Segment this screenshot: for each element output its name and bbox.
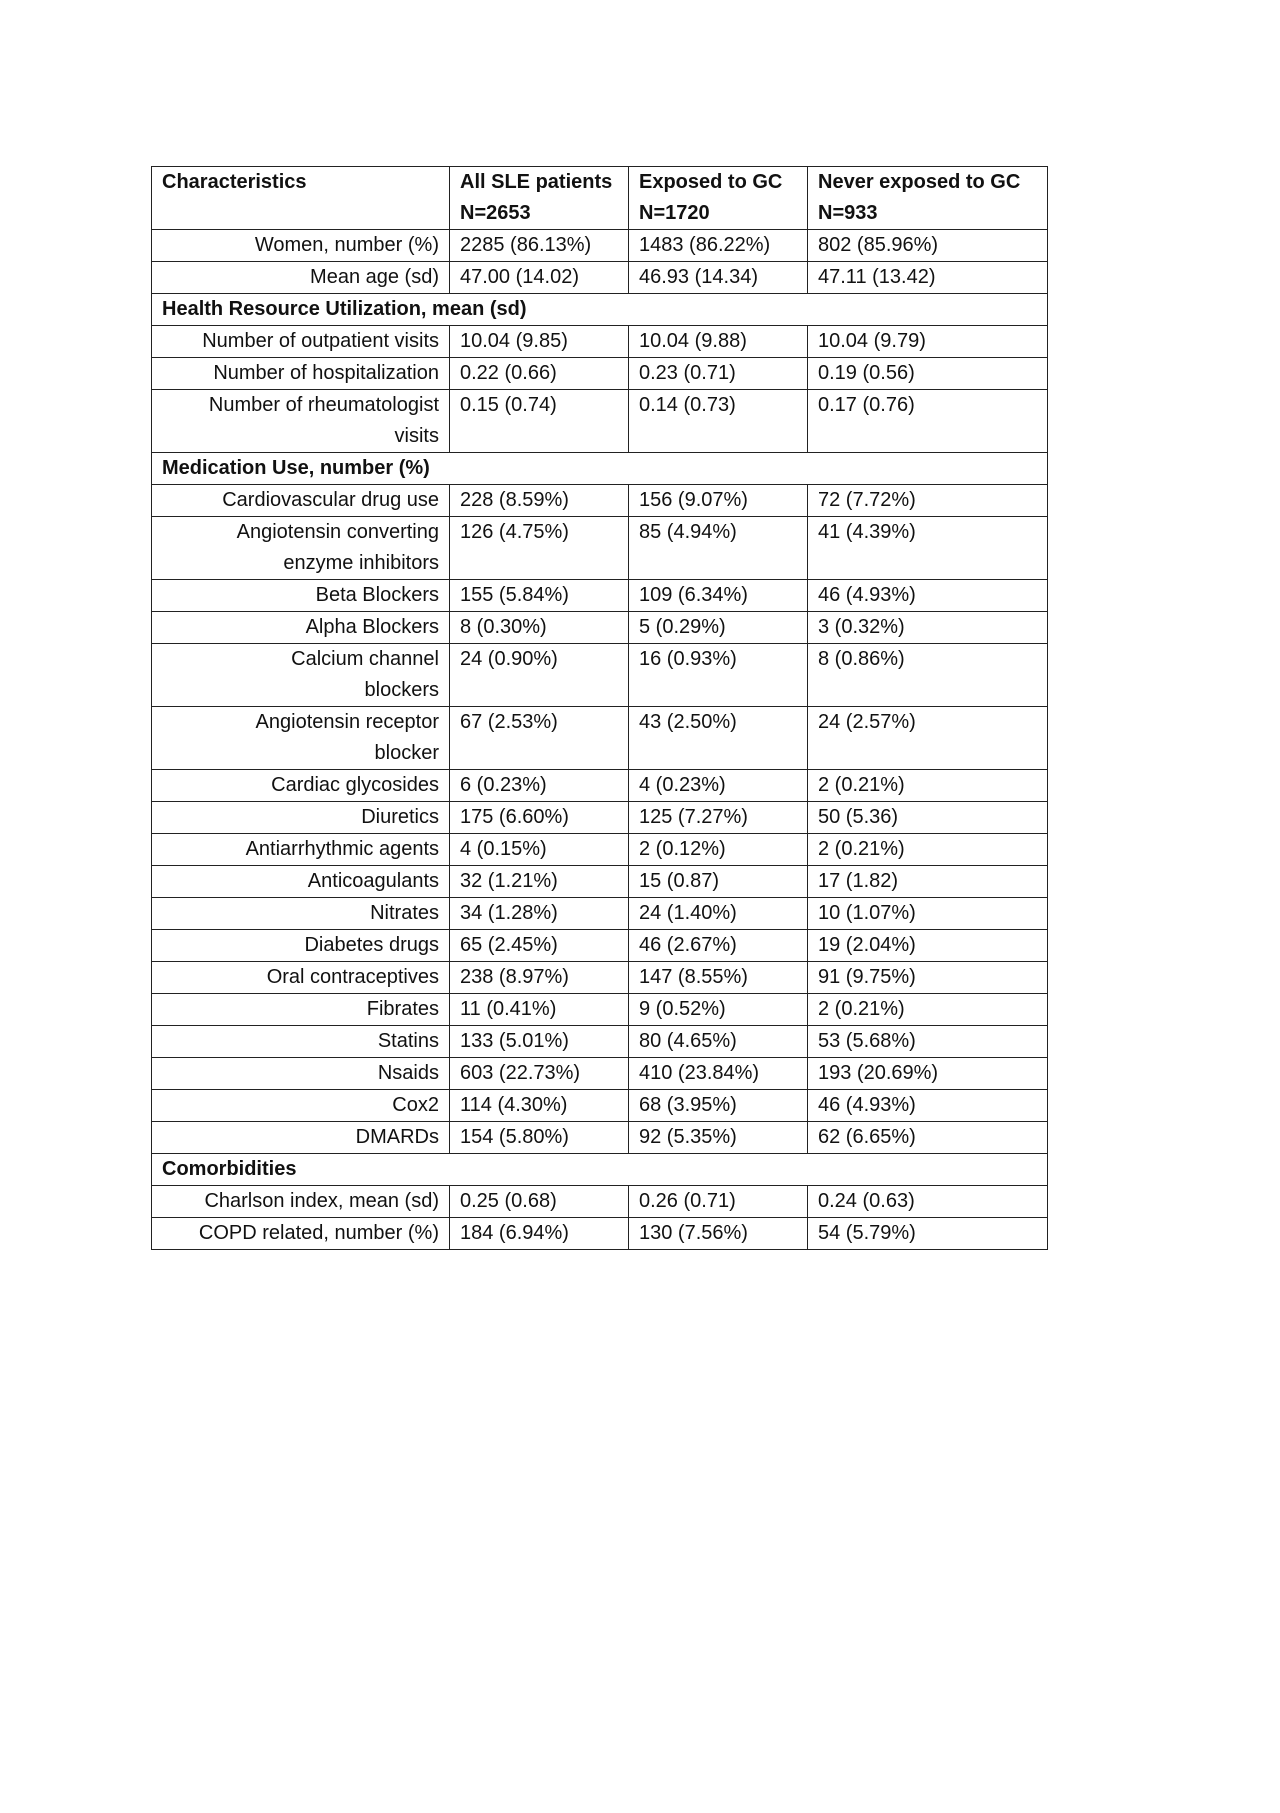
table-row bbox=[152, 898, 1048, 930]
row-label: Nsaids bbox=[152, 1058, 450, 1090]
row-label: Cox2 bbox=[152, 1090, 450, 1122]
cell-exposed: 16 (0.93%) bbox=[629, 644, 808, 707]
header-exposed-title: Exposed to GC bbox=[639, 171, 783, 193]
table-row bbox=[152, 1186, 1048, 1218]
row-label-line-1: Angiotensin converting bbox=[236, 521, 439, 543]
row-label-line-2: enzyme inhibitors bbox=[283, 552, 439, 574]
cell-never: 10.04 (9.79) bbox=[808, 326, 1048, 358]
header-never-exposed-gc bbox=[808, 167, 1048, 230]
row-label-line-2: blockers bbox=[364, 679, 439, 701]
table-row bbox=[152, 1090, 1048, 1122]
cell-all: 175 (6.60%) bbox=[450, 802, 629, 834]
row-label: COPD related, number (%) bbox=[152, 1218, 450, 1250]
cell-exposed: 80 (4.65%) bbox=[629, 1026, 808, 1058]
cell-all: 10.04 (9.85) bbox=[450, 326, 629, 358]
header-all-title: All SLE patients bbox=[460, 171, 613, 193]
cell-never: 41 (4.39%) bbox=[808, 517, 1048, 580]
row-label-line-1: Angiotensin receptor bbox=[255, 711, 439, 733]
table-row bbox=[152, 1218, 1048, 1250]
table-header-row bbox=[152, 167, 1048, 230]
cell-all: 34 (1.28%) bbox=[450, 898, 629, 930]
cell-all: 238 (8.97%) bbox=[450, 962, 629, 994]
cell-never: 0.24 (0.63) bbox=[808, 1186, 1048, 1218]
characteristics-table-container bbox=[151, 166, 1047, 1250]
cell-exposed: 15 (0.87) bbox=[629, 866, 808, 898]
cell-all: 154 (5.80%) bbox=[450, 1122, 629, 1154]
row-label: Alpha Blockers bbox=[152, 612, 450, 644]
cell-all: 47.00 (14.02) bbox=[450, 262, 629, 294]
cell-exposed: 9 (0.52%) bbox=[629, 994, 808, 1026]
header-exposed-gc bbox=[629, 167, 808, 230]
cell-exposed: 0.23 (0.71) bbox=[629, 358, 808, 390]
row-label: Diabetes drugs bbox=[152, 930, 450, 962]
section-medication-use bbox=[152, 453, 1048, 485]
cell-exposed: 46.93 (14.34) bbox=[629, 262, 808, 294]
row-label: Number of outpatient visits bbox=[152, 326, 450, 358]
cell-all: 67 (2.53%) bbox=[450, 707, 629, 770]
cell-exposed: 85 (4.94%) bbox=[629, 517, 808, 580]
header-never-title: Never exposed to GC bbox=[818, 171, 1021, 193]
table-row bbox=[152, 230, 1048, 262]
section-title: Health Resource Utilization, mean (sd) bbox=[152, 294, 1048, 326]
table-row bbox=[152, 517, 1048, 580]
row-label: Cardiac glycosides bbox=[152, 770, 450, 802]
characteristics-table bbox=[151, 166, 1048, 1250]
cell-exposed: 109 (6.34%) bbox=[629, 580, 808, 612]
cell-all: 228 (8.59%) bbox=[450, 485, 629, 517]
section-comorbidities bbox=[152, 1154, 1048, 1186]
cell-exposed: 1483 (86.22%) bbox=[629, 230, 808, 262]
table-row bbox=[152, 962, 1048, 994]
section-title: Medication Use, number (%) bbox=[152, 453, 1048, 485]
header-all-patients bbox=[450, 167, 629, 230]
row-label: Nitrates bbox=[152, 898, 450, 930]
cell-exposed: 125 (7.27%) bbox=[629, 802, 808, 834]
cell-never: 17 (1.82) bbox=[808, 866, 1048, 898]
cell-exposed: 24 (1.40%) bbox=[629, 898, 808, 930]
cell-all: 65 (2.45%) bbox=[450, 930, 629, 962]
table-row bbox=[152, 358, 1048, 390]
row-label: DMARDs bbox=[152, 1122, 450, 1154]
table-row bbox=[152, 644, 1048, 707]
header-exposed-n: N=1720 bbox=[639, 202, 710, 224]
cell-never: 50 (5.36) bbox=[808, 802, 1048, 834]
row-label: Charlson index, mean (sd) bbox=[152, 1186, 450, 1218]
cell-never: 62 (6.65%) bbox=[808, 1122, 1048, 1154]
row-label: Women, number (%) bbox=[152, 230, 450, 262]
section-title: Comorbidities bbox=[152, 1154, 1048, 1186]
cell-exposed: 156 (9.07%) bbox=[629, 485, 808, 517]
table-row bbox=[152, 707, 1048, 770]
cell-never: 46 (4.93%) bbox=[808, 580, 1048, 612]
cell-never: 19 (2.04%) bbox=[808, 930, 1048, 962]
cell-never: 0.19 (0.56) bbox=[808, 358, 1048, 390]
cell-all: 155 (5.84%) bbox=[450, 580, 629, 612]
cell-all: 4 (0.15%) bbox=[450, 834, 629, 866]
cell-all: 184 (6.94%) bbox=[450, 1218, 629, 1250]
cell-exposed: 0.26 (0.71) bbox=[629, 1186, 808, 1218]
cell-all: 0.22 (0.66) bbox=[450, 358, 629, 390]
cell-exposed: 10.04 (9.88) bbox=[629, 326, 808, 358]
cell-exposed: 4 (0.23%) bbox=[629, 770, 808, 802]
table-row bbox=[152, 994, 1048, 1026]
cell-never: 2 (0.21%) bbox=[808, 770, 1048, 802]
table-row bbox=[152, 866, 1048, 898]
cell-all: 32 (1.21%) bbox=[450, 866, 629, 898]
table-row bbox=[152, 390, 1048, 453]
cell-never: 72 (7.72%) bbox=[808, 485, 1048, 517]
row-label: Mean age (sd) bbox=[152, 262, 450, 294]
cell-all: 114 (4.30%) bbox=[450, 1090, 629, 1122]
table-row bbox=[152, 1058, 1048, 1090]
table-row bbox=[152, 1122, 1048, 1154]
header-characteristics: Characteristics bbox=[152, 167, 450, 230]
table-row bbox=[152, 834, 1048, 866]
cell-never: 2 (0.21%) bbox=[808, 834, 1048, 866]
table-row bbox=[152, 262, 1048, 294]
cell-never: 802 (85.96%) bbox=[808, 230, 1048, 262]
cell-exposed: 0.14 (0.73) bbox=[629, 390, 808, 453]
cell-all: 0.25 (0.68) bbox=[450, 1186, 629, 1218]
cell-never: 24 (2.57%) bbox=[808, 707, 1048, 770]
cell-exposed: 147 (8.55%) bbox=[629, 962, 808, 994]
cell-exposed: 92 (5.35%) bbox=[629, 1122, 808, 1154]
cell-never: 3 (0.32%) bbox=[808, 612, 1048, 644]
cell-never: 0.17 (0.76) bbox=[808, 390, 1048, 453]
row-label: Oral contraceptives bbox=[152, 962, 450, 994]
row-label: Number of hospitalization bbox=[152, 358, 450, 390]
table-row bbox=[152, 612, 1048, 644]
cell-exposed: 43 (2.50%) bbox=[629, 707, 808, 770]
cell-never: 47.11 (13.42) bbox=[808, 262, 1048, 294]
cell-all: 126 (4.75%) bbox=[450, 517, 629, 580]
cell-all: 0.15 (0.74) bbox=[450, 390, 629, 453]
cell-all: 24 (0.90%) bbox=[450, 644, 629, 707]
cell-exposed: 5 (0.29%) bbox=[629, 612, 808, 644]
table-row bbox=[152, 580, 1048, 612]
row-label: Antiarrhythmic agents bbox=[152, 834, 450, 866]
cell-all: 6 (0.23%) bbox=[450, 770, 629, 802]
row-label bbox=[152, 644, 450, 707]
table-row bbox=[152, 770, 1048, 802]
cell-all: 133 (5.01%) bbox=[450, 1026, 629, 1058]
row-label: Anticoagulants bbox=[152, 866, 450, 898]
cell-exposed: 410 (23.84%) bbox=[629, 1058, 808, 1090]
cell-exposed: 68 (3.95%) bbox=[629, 1090, 808, 1122]
table-row bbox=[152, 485, 1048, 517]
cell-never: 54 (5.79%) bbox=[808, 1218, 1048, 1250]
row-label-line-1: Calcium channel bbox=[291, 648, 439, 670]
row-label-line-2: blocker bbox=[374, 742, 439, 764]
cell-exposed: 2 (0.12%) bbox=[629, 834, 808, 866]
row-label bbox=[152, 517, 450, 580]
header-all-n: N=2653 bbox=[460, 202, 531, 224]
row-label: Fibrates bbox=[152, 994, 450, 1026]
cell-never: 8 (0.86%) bbox=[808, 644, 1048, 707]
cell-never: 193 (20.69%) bbox=[808, 1058, 1048, 1090]
row-label: Statins bbox=[152, 1026, 450, 1058]
cell-all: 8 (0.30%) bbox=[450, 612, 629, 644]
header-never-n: N=933 bbox=[818, 202, 878, 224]
cell-all: 2285 (86.13%) bbox=[450, 230, 629, 262]
row-label-line-2: visits bbox=[394, 425, 439, 447]
row-label: Diuretics bbox=[152, 802, 450, 834]
cell-never: 53 (5.68%) bbox=[808, 1026, 1048, 1058]
table-row bbox=[152, 930, 1048, 962]
section-health-resource bbox=[152, 294, 1048, 326]
row-label bbox=[152, 390, 450, 453]
row-label: Cardiovascular drug use bbox=[152, 485, 450, 517]
cell-never: 91 (9.75%) bbox=[808, 962, 1048, 994]
cell-never: 10 (1.07%) bbox=[808, 898, 1048, 930]
row-label-line-1: Number of rheumatologist bbox=[208, 394, 439, 416]
table-row bbox=[152, 326, 1048, 358]
cell-exposed: 130 (7.56%) bbox=[629, 1218, 808, 1250]
row-label: Beta Blockers bbox=[152, 580, 450, 612]
cell-all: 11 (0.41%) bbox=[450, 994, 629, 1026]
cell-never: 2 (0.21%) bbox=[808, 994, 1048, 1026]
table-row bbox=[152, 802, 1048, 834]
table-row bbox=[152, 1026, 1048, 1058]
cell-exposed: 46 (2.67%) bbox=[629, 930, 808, 962]
cell-all: 603 (22.73%) bbox=[450, 1058, 629, 1090]
row-label bbox=[152, 707, 450, 770]
cell-never: 46 (4.93%) bbox=[808, 1090, 1048, 1122]
